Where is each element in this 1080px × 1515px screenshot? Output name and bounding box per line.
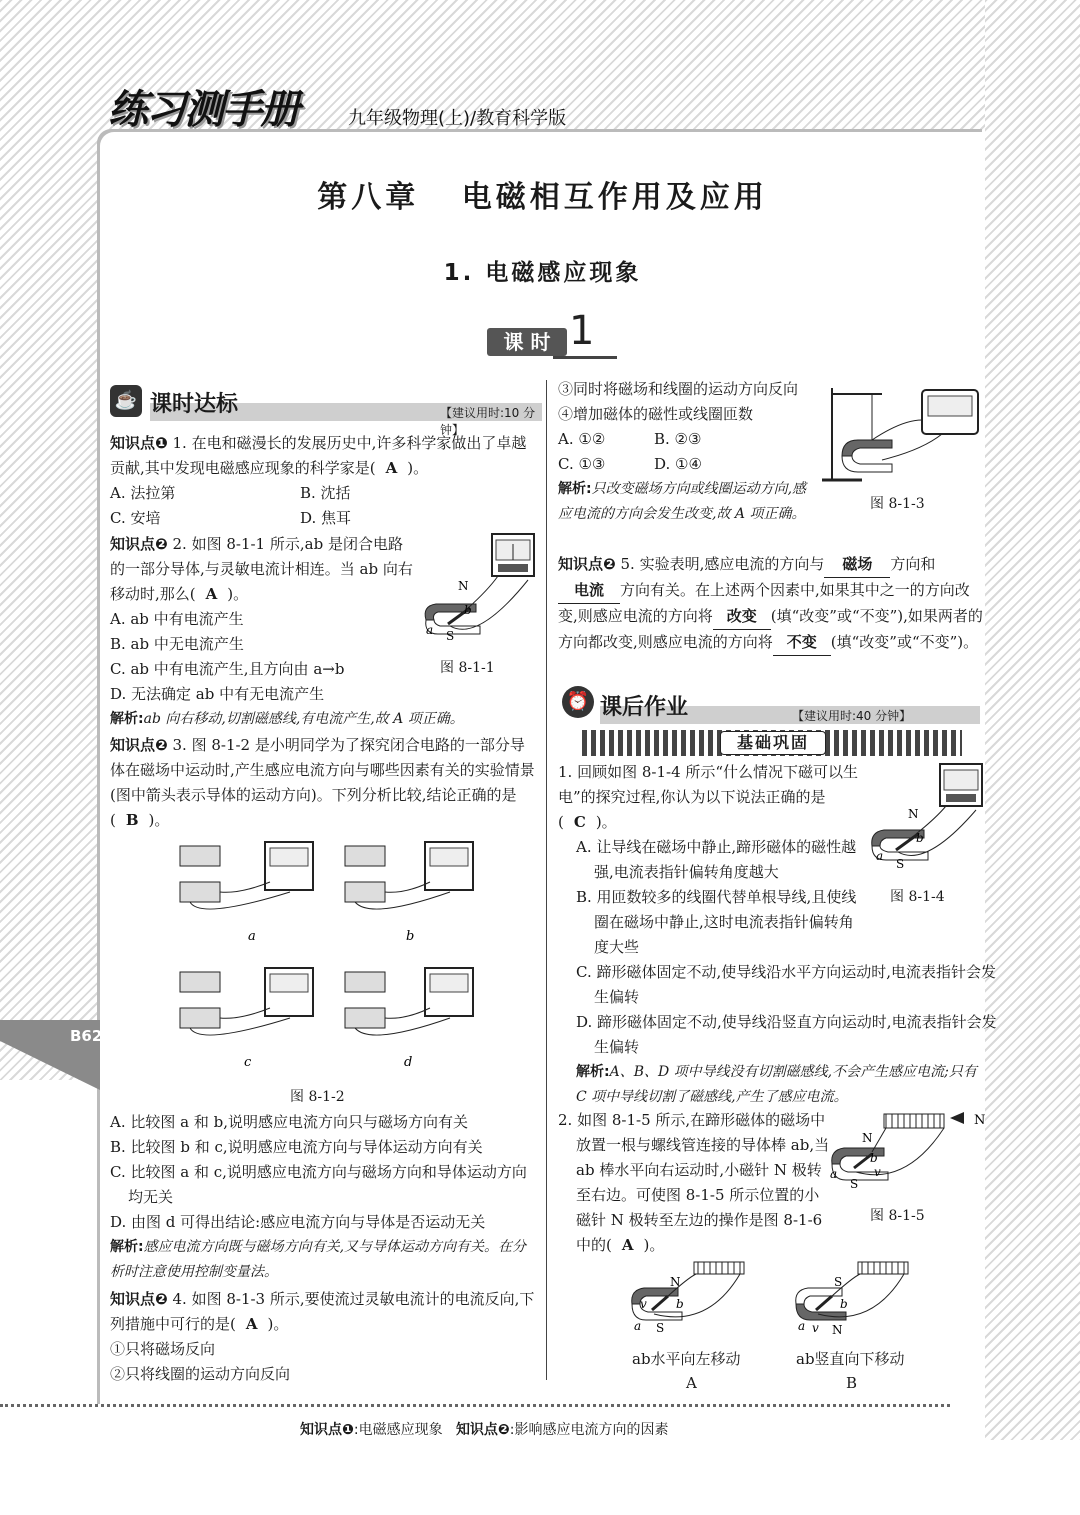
- footer-knowledge-points: [300, 1419, 669, 1439]
- choice-a-description: ab水平向左移动: [632, 1350, 741, 1368]
- figure-8-1-1: [418, 530, 540, 650]
- knowledge-point-tag: 知识点❶: [110, 434, 168, 452]
- alarm-clock-icon: ⏰: [562, 686, 594, 718]
- figure-caption: 图 8-1-4: [890, 889, 945, 905]
- lesson-badge-label: 课 时: [487, 328, 567, 356]
- measure-item-1: ①只将磁场反向: [110, 1340, 216, 1358]
- panel-label-b: b: [406, 929, 415, 944]
- lesson-badge-number: 1: [569, 308, 595, 354]
- page-background-left: [0, 0, 103, 1080]
- question-stem: 2. 如图 8-1-1 所示,ab 是闭合电路的一部分导体,与灵敏电流计相连。当 ab 向右移动时,那么(: [110, 535, 413, 603]
- knowledge-point-tag: 知识点❷: [110, 1290, 168, 1308]
- panel-label-c: c: [244, 1055, 252, 1070]
- fig-label-n: N: [832, 1323, 843, 1337]
- choice-a-figure: [628, 1258, 750, 1342]
- fill-blank-1[interactable]: 磁场: [824, 552, 890, 578]
- figure-8-1-3: [822, 380, 982, 488]
- fig-label-v: v: [874, 1165, 881, 1179]
- option-b: B. 沈括: [300, 484, 351, 502]
- analysis-label: 解析:: [576, 1064, 610, 1080]
- option-a: A. 法拉第: [110, 484, 176, 502]
- fig-label-a: a: [830, 1167, 838, 1181]
- question-stem: 3. 图 8-1-2 是小明同学为了探究闭合电路的一部分导体在磁场中运动时,产生感应电流方向与哪些因素有关的实验情景(图中箭头表示导体的运动方向)。下列分析比较,结论正确的是(: [110, 736, 535, 829]
- analysis-label: 解析:: [558, 481, 592, 497]
- fig-label-b: b: [464, 603, 472, 617]
- fill-blank-2[interactable]: 电流: [558, 578, 620, 604]
- figure-caption: 图 8-1-2: [290, 1089, 345, 1105]
- fig-label-b: b: [676, 1297, 684, 1311]
- figure-8-1-2-panel-b: [345, 842, 473, 944]
- fill-blank-3[interactable]: 改变: [713, 604, 771, 630]
- footer-kp2-text: :影响感应电流方向的因素: [509, 1422, 669, 1438]
- homework-question-2: 2. 如图 8-1-5 所示,在蹄形磁体的磁场中放置一根与螺线管连接的导体棒 ab,当 ab 棒水平向右运动时,小磁针 N 极转至右边。可使图 8-1-5 所示位置的小磁针 N 极转至左边的操作是图 8-1-6 中的( A )。: [558, 1111, 830, 1254]
- section-header-classwork: [110, 383, 540, 437]
- section-header-homework: [560, 684, 982, 724]
- fig-label-a: a: [876, 849, 884, 863]
- option-b: B. 比较图 b 和 c,说明感应电流方向与导体运动方向有关: [110, 1138, 483, 1156]
- suggested-time: 【建议用时:40 分钟】: [792, 709, 912, 723]
- fig-label-n: N: [458, 579, 469, 593]
- section-title: 1. 电磁感应现象: [443, 260, 642, 286]
- figure-8-1-2-panel-c: [180, 968, 313, 1070]
- figure-caption: 图 8-1-1: [440, 660, 495, 676]
- page-background-right: [985, 0, 1080, 1440]
- fig-label-b: b: [916, 831, 924, 845]
- answer: A: [385, 459, 398, 477]
- answer: A: [621, 1236, 634, 1254]
- choice-a-letter: A: [686, 1374, 697, 1392]
- fig-label-s: S: [834, 1275, 843, 1289]
- option-b: B. 用匝数较多的线圈代替单根导线,且使线圈在磁场中静止,这时电流表指针偏转角度大些: [576, 888, 857, 956]
- answer: C: [573, 813, 586, 831]
- fig-label-n: N: [908, 807, 919, 821]
- question-4: 知识点❷ 4. 如图 8-1-3 所示,要使流过灵敏电流计的电流反向,下列措施中可行的是( A )。 ①只将磁场反向 ②只将线圈的运动方向反向: [110, 1287, 538, 1387]
- option-a: A. 比较图 a 和 b,说明感应电流方向只与磁场方向有关: [110, 1113, 468, 1131]
- question-4-continued: [558, 377, 818, 527]
- question-5: 知识点❷ 5. 实验表明,感应电流的方向与 磁场 方向和电流 方向有关。在上述两个因素中,如果其中之一的方向改变,则感应电流的方向将 改变 (填“改变”或“不变”),如果两者的方向都改变,则感应电流的方向将 不变 (填“改变”或“不变”)。: [558, 552, 986, 656]
- compass-n-label: N: [974, 1113, 986, 1128]
- figure-caption: 图 8-1-3: [870, 496, 925, 512]
- question-3: 知识点❷ 3. 图 8-1-2 是小明同学为了探究闭合电路的一部分导体在磁场中运动时,产生感应电流方向与哪些因素有关的实验情景(图中箭头表示导体的运动方向)。下列分析比较,结论正确的是( B )。: [110, 736, 535, 829]
- footer-kp2-label: 知识点❷: [455, 1422, 510, 1438]
- question-stem: 1. 回顾如图 8-1-4 所示“什么情况下磁可以生电”的探究过程,你认为以下说法正确的是(: [558, 763, 859, 831]
- section-title-homework: 课后作业: [600, 695, 689, 720]
- question-stem: 4. 如图 8-1-3 所示,要使流过灵敏电流计的电流反向,下列措施中可行的是(: [110, 1290, 535, 1333]
- analysis-label: 解析:: [110, 711, 144, 727]
- option-c: C. ab 中有电流产生,且方向由 a→b: [110, 660, 345, 678]
- fig-label-a: a: [426, 623, 434, 637]
- choice-b-letter: B: [846, 1374, 858, 1392]
- figure-8-1-4: [866, 760, 986, 875]
- fig-label-s: S: [446, 629, 455, 643]
- option-b: B. ②③: [654, 430, 702, 448]
- panel-label-d: d: [404, 1055, 413, 1070]
- option-c: C. 比较图 a 和 c,说明感应电流方向与磁场方向和导体运动方向均无关: [110, 1163, 527, 1206]
- measure-item-4: ④增加磁体的磁性或线圈匝数: [558, 405, 754, 423]
- option-d: D. 蹄形磁体固定不动,使导线沿竖直方向运动时,电流表指针会发生偏转: [576, 1013, 997, 1056]
- footer-kp1-text: :电磁感应现象: [353, 1422, 443, 1438]
- question-2: 知识点❷ 2. 如图 8-1-1 所示,ab 是闭合电路的一部分导体,与灵敏电流计相连。当 ab 向右移动时,那么( A )。 A. ab 中有电流产生 B. ab 中无电流产生 C. ab 中有电流产生,且方向由 a→b D. 无法确定 ab 中有无电流产生 解析:ab 向右移动,切割磁感线,有电流产生,故 A 项正确。: [110, 532, 415, 732]
- figure-8-1-2: [170, 832, 490, 1082]
- choice-b-description: ab竖直向下移动: [796, 1350, 905, 1368]
- question-3-options: [110, 1110, 538, 1285]
- subsection-banner: [582, 730, 962, 756]
- answer: A: [245, 1315, 258, 1333]
- lesson-badge-underline: [553, 356, 617, 359]
- option-c: C. 安培: [110, 509, 161, 527]
- fig-label-v: v: [640, 1297, 647, 1311]
- analysis-text: 只改变磁场方向或线圈运动方向,感应电流的方向会发生改变,故 A 项正确。: [558, 481, 807, 522]
- question-stem: 1. 在电和磁漫长的发展历史中,许多科学家做出了卓越贡献,其中发现电磁感应现象的科学家是(: [110, 434, 527, 477]
- option-a: A. 让导线在磁场中静止,蹄形磁体的磁性越强,电流表指针偏转角度越大: [576, 838, 857, 881]
- analysis-label: 解析:: [110, 1239, 144, 1255]
- cup-icon: ☕: [110, 385, 142, 417]
- knowledge-point-tag: 知识点❷: [558, 555, 616, 573]
- chapter-title: 第八章 电磁相互作用及应用: [317, 180, 768, 215]
- option-b: B. ab 中无电流产生: [110, 635, 244, 653]
- fig-label-a: a: [798, 1319, 806, 1333]
- option-d: D. 由图 d 可得出结论:感应电流方向与导体是否运动无关: [110, 1213, 486, 1231]
- knowledge-point-tag: 知识点❷: [110, 535, 168, 553]
- measure-item-2: ②只将线圈的运动方向反向: [110, 1365, 291, 1383]
- homework-question-1: 1. 回顾如图 8-1-4 所示“什么情况下磁可以生电”的探究过程,你认为以下说法正确的是( C )。 A. 让导线在磁场中静止,蹄形磁体的磁性越强,电流表指针偏转角度越大 B. 用匝数较多的线圈代替单根导线,且使线圈在磁场中静止,这时电流表指针偏转角度大些 C. 蹄形磁体固定不动,使导线沿水平方向运动时,电流表指针会发生偏转 D. 蹄形磁体固定不动,使导线沿竖直方向运动时,电流表指针会发生偏转 解析:A、B、D 项中导线没有切割磁感线,不会产生感应电流;只有 C 项中导线切割了磁感线,产生了感应电流。: [558, 760, 868, 1110]
- column-divider: [546, 380, 547, 1380]
- choice-b-figure: [792, 1258, 914, 1342]
- option-a: A. ab 中有电流产生: [110, 610, 244, 628]
- analysis-text: A、B、D 项中导线没有切割磁感线,不会产生感应电流;只有 C 项中导线切割了磁感线,产生了感应电流。: [576, 1064, 977, 1105]
- lesson-badge: [487, 308, 617, 360]
- figure-8-1-5: [826, 1108, 986, 1198]
- question-1: 知识点❶ 1. 在电和磁漫长的发展历史中,许多科学家做出了卓越贡献,其中发现电磁感应现象的科学家是( A )。 A. 法拉第 B. 沈括 C. 安培 D. 焦耳: [110, 431, 538, 531]
- brand-logo: 练习测手册: [108, 87, 298, 133]
- figure-caption: 图 8-1-5: [870, 1208, 925, 1224]
- section-title-classwork: 课时达标: [150, 392, 239, 417]
- option-d: D. 无法确定 ab 中有无电流产生: [110, 685, 325, 703]
- fig-label-n: N: [670, 1275, 681, 1289]
- fig-label-s: S: [850, 1177, 859, 1191]
- answer: B: [125, 811, 139, 829]
- answer: A: [205, 585, 218, 603]
- option-c: C. 蹄形磁体固定不动,使导线沿水平方向运动时,电流表指针会发生偏转: [576, 963, 997, 1006]
- option-a: A. ①②: [558, 430, 606, 448]
- fig-label-v: v: [812, 1321, 819, 1335]
- option-d: D. 焦耳: [300, 509, 352, 527]
- option-d: D. ①④: [654, 455, 702, 473]
- suggested-time: 【建议用时:10 分钟】: [440, 406, 536, 437]
- fig-label-s: S: [656, 1321, 665, 1335]
- fig-label-b: b: [840, 1297, 848, 1311]
- question-stem: 2. 如图 8-1-5 所示,在蹄形磁体的磁场中放置一根与螺线管连接的导体棒 ab,当 ab 棒水平向右运动时,小磁针 N 极转至右边。可使图 8-1-5 所示位置的小磁针 N 极转至左边的操作是图 8-1-6 中的(: [558, 1111, 830, 1254]
- fig-label-b: b: [870, 1151, 878, 1165]
- panel-label-a: a: [248, 929, 256, 944]
- fig-label-s: S: [896, 857, 905, 871]
- knowledge-point-tag: 知识点❷: [110, 736, 168, 754]
- header-subtitle: 九年级物理(上)/教育科学版: [348, 108, 567, 129]
- analysis-text: 感应电流方向既与磁场方向有关,又与导体运动方向有关。在分析时注意使用控制变量法。: [110, 1239, 527, 1280]
- page-number-tab: B62: [70, 1027, 103, 1045]
- subsection-title: 基础巩固: [720, 731, 826, 755]
- analysis-text: ab 向右移动,切割磁感线,有电流产生,故 A 项正确。: [143, 711, 464, 727]
- footer-rule: [0, 1404, 950, 1407]
- footer-kp1-label: 知识点❶: [300, 1422, 354, 1438]
- fig-label-n: N: [862, 1131, 873, 1145]
- figure-8-1-2-panel-a: [180, 842, 313, 944]
- measure-item-3: ③同时将磁场和线圈的运动方向反向: [558, 380, 799, 398]
- fill-blank-4[interactable]: 不变: [773, 630, 831, 656]
- option-c: C. ①③: [558, 455, 606, 473]
- figure-8-1-2-panel-d: [345, 968, 473, 1070]
- fig-label-a: a: [634, 1319, 642, 1333]
